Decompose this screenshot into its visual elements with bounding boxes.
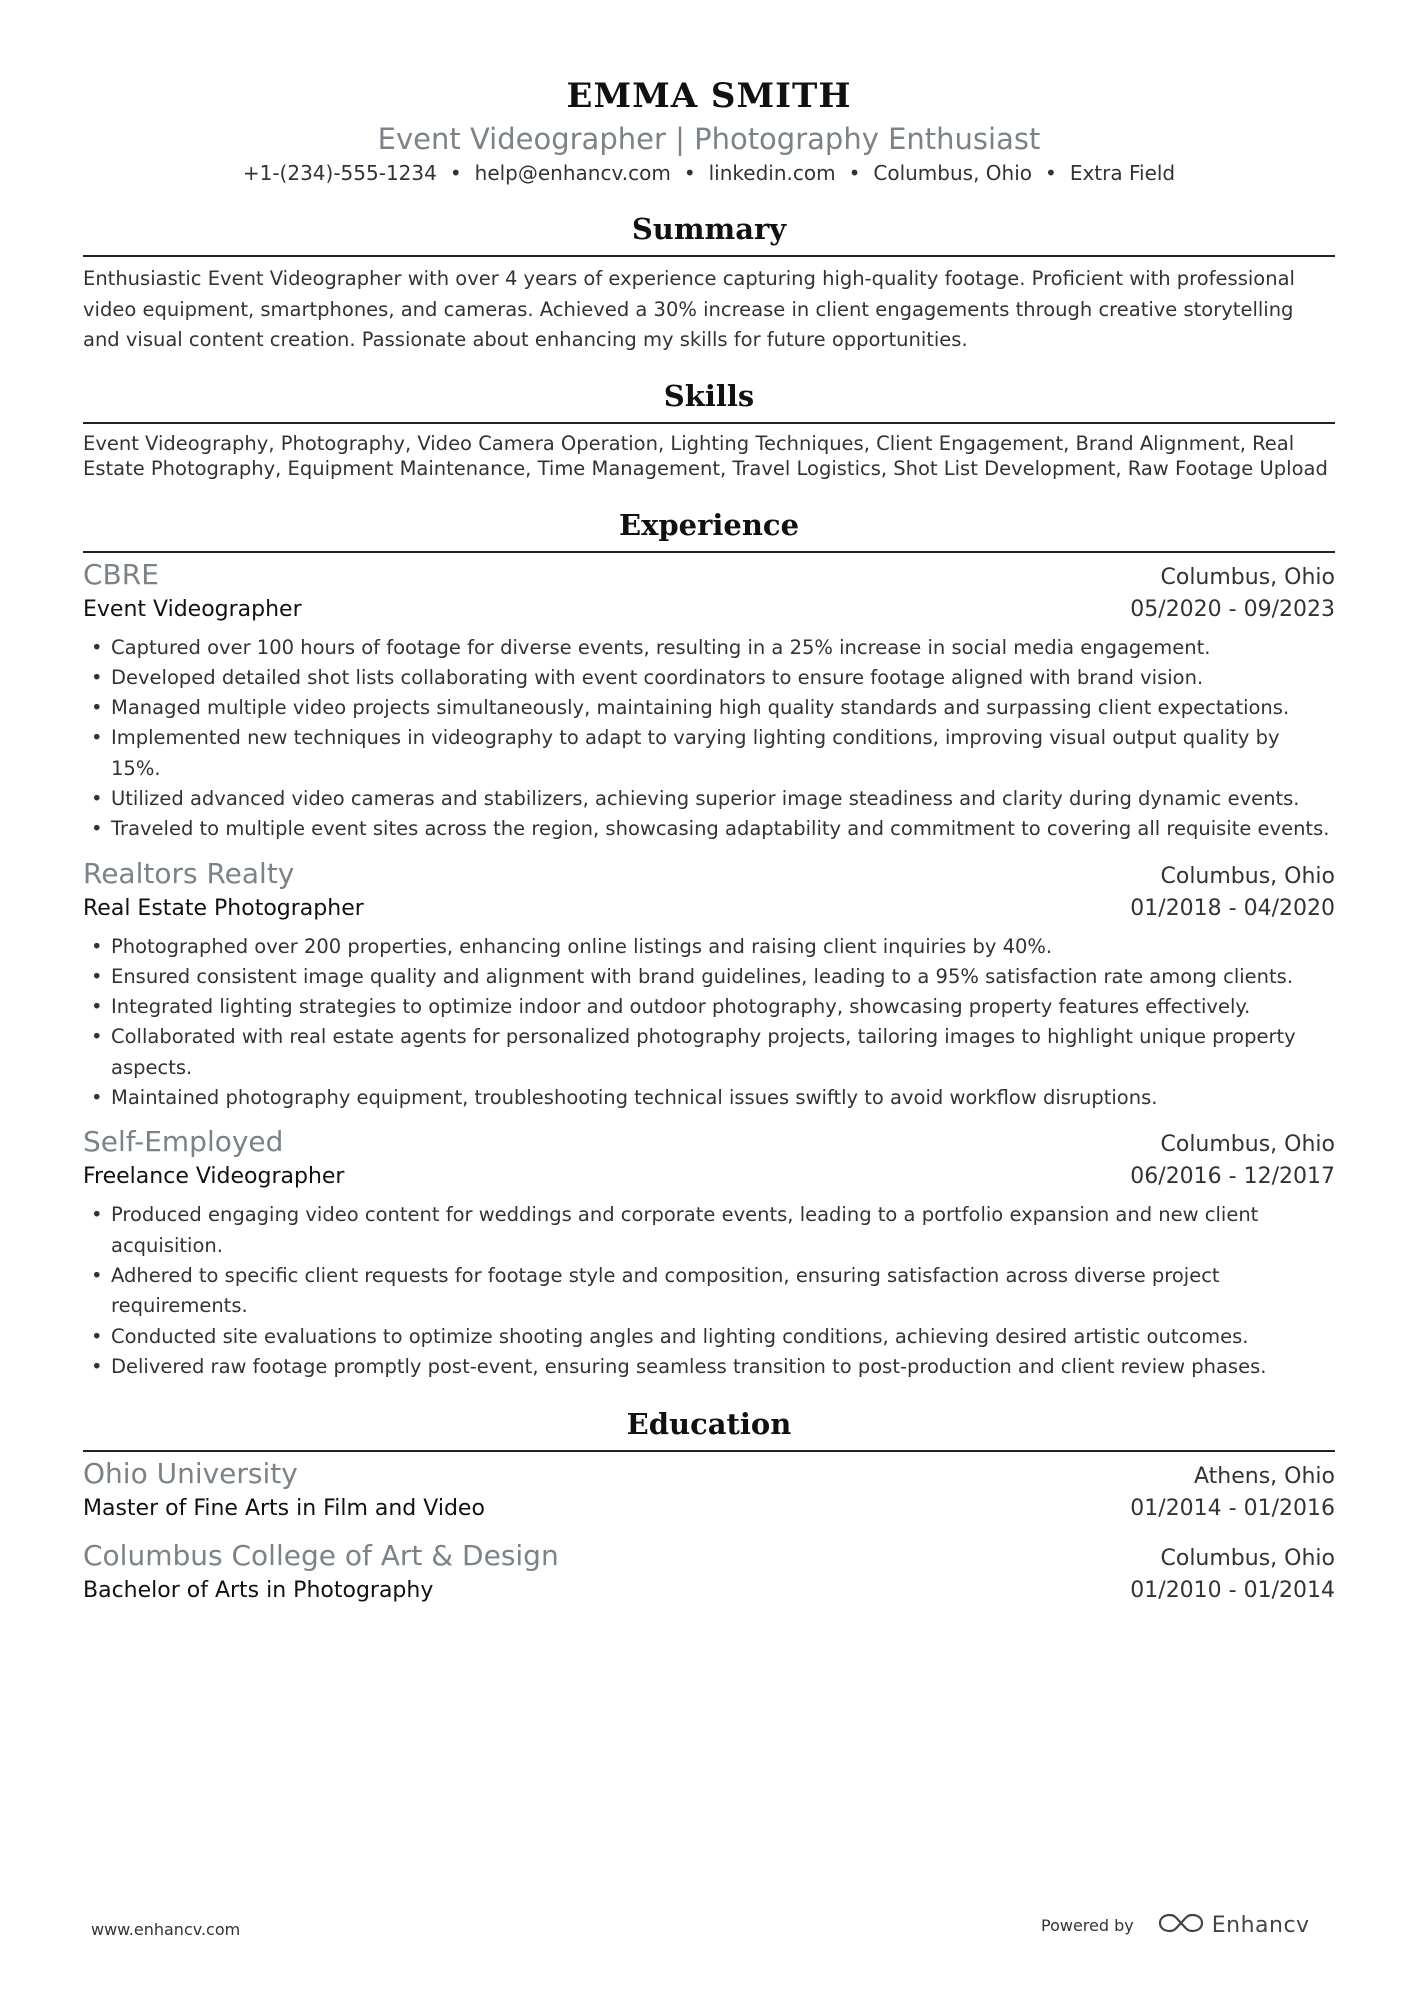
degree-name: Master of Fine Arts in Film and Video: [83, 1496, 485, 1522]
candidate-headline: Event Videographer | Photography Enthusiast: [377, 122, 1041, 156]
job-dates: 05/2020 - 09/2023: [1130, 596, 1335, 622]
section-title-education: Education: [626, 1407, 792, 1442]
school-name: Columbus College of Art & Design: [83, 1539, 559, 1573]
section-divider: [83, 1450, 1335, 1452]
school-location: Columbus, Ohio: [1160, 1546, 1335, 1572]
contact-phone: +1-(234)-555-1234: [242, 161, 437, 185]
skills-section: [83, 376, 1335, 482]
candidate-name: EMMA SMITH: [566, 76, 852, 116]
job-location: Columbus, Ohio: [1160, 863, 1335, 889]
achievement-list: [83, 1200, 1335, 1382]
education-section: [83, 1404, 1335, 1607]
resume-page: [83, 0, 1335, 1607]
experience-entry: [83, 556, 1335, 845]
achievement-item: • Integrated lighting strategies to optimize indoor and outdoor photography, showcasing property features effectively.: [83, 992, 1335, 1022]
achievement-item: • Ensured consistent image quality and alignment with brand guidelines, leading to a 95% satisfaction rate among clients.: [83, 962, 1335, 992]
achievement-item: • Traveled to multiple event sites across the region, showcasing adaptability and commitment to covering all requisite events.: [83, 814, 1335, 844]
footer-powered-by: [1041, 1911, 1310, 1939]
achievement-item: • Adhered to specific client requests for footage style and composition, ensuring satisfaction across diverse project requirements.: [83, 1261, 1335, 1322]
achievement-list: [83, 633, 1335, 845]
powered-by-label: Powered by: [1041, 1915, 1134, 1935]
education-dates: 01/2010 - 01/2014: [1130, 1578, 1335, 1604]
skills-text: Event Videography, Photography, Video Camera Operation, Lighting Techniques, Client Engagement, Brand Alignment, Real Estate Photography, Equipment Maintenance, Time Management, Travel Logistics, Shot List Development, Raw Footage Upload: [83, 431, 1328, 480]
achievement-item: • Managed multiple video projects simultaneously, maintaining high quality standards and surpassing client expectations.: [83, 693, 1335, 723]
job-location: Columbus, Ohio: [1160, 564, 1335, 590]
footer-website[interactable]: www.enhancv.com: [91, 1920, 241, 1939]
section-divider: [83, 255, 1335, 257]
brand-logo[interactable]: [1158, 1911, 1310, 1939]
contact-line: [83, 159, 1335, 187]
school-location: Athens, Ohio: [1194, 1464, 1335, 1490]
section-divider: [83, 551, 1335, 553]
job-title: Event Videographer: [83, 596, 302, 622]
achievement-item: • Implemented new techniques in videography to adapt to varying lighting conditions, improving visual output quality by 15%.: [83, 723, 1335, 784]
school-name: Ohio University: [83, 1457, 298, 1491]
section-title-skills: Skills: [663, 378, 755, 413]
achievement-item: • Maintained photography equipment, troubleshooting technical issues swiftly to avoid workflow disruptions.: [83, 1083, 1335, 1113]
education-dates: 01/2014 - 01/2016: [1130, 1496, 1335, 1522]
resume-header: [83, 0, 1335, 187]
achievement-item: • Captured over 100 hours of footage for diverse events, resulting in a 25% increase in social media engagement.: [83, 633, 1335, 663]
section-title-summary: Summary: [631, 212, 787, 246]
separator-dot: •: [848, 161, 861, 185]
summary-text: Enthusiastic Event Videographer with over 4 years of experience capturing high-quality footage. Proficient with professional video equipment, smartphones, and cameras. Achieved a 30% increase in client engagements through creative storytelling and visual content creation. Passionate about enhancing my skills for future opportunities.: [83, 267, 1295, 351]
contact-email[interactable]: help@enhancv.com: [474, 161, 671, 185]
separator-dot: •: [449, 161, 462, 185]
degree-name: Bachelor of Arts in Photography: [83, 1578, 434, 1604]
education-entry: [83, 1455, 1335, 1525]
contact-linkedin[interactable]: linkedin.com: [708, 161, 836, 185]
education-entry: [83, 1537, 1335, 1607]
achievement-item: • Delivered raw footage promptly post-event, ensuring seamless transition to post-production and client review phases.: [83, 1352, 1335, 1382]
contact-location: Columbus, Ohio: [873, 161, 1033, 185]
job-location: Columbus, Ohio: [1160, 1132, 1335, 1158]
enhancv-logo-icon: [1158, 1911, 1204, 1939]
achievement-item: • Conducted site evaluations to optimize shooting angles and lighting conditions, achieving desired artistic outcomes.: [83, 1322, 1335, 1352]
job-title: Freelance Videographer: [83, 1164, 345, 1190]
achievement-item: • Collaborated with real estate agents for personalized photography projects, tailoring images to highlight unique property aspects.: [83, 1022, 1335, 1083]
contact-extra: Extra Field: [1069, 161, 1176, 185]
company-name: Realtors Realty: [83, 856, 295, 890]
experience-section: [83, 505, 1335, 1383]
separator-dot: •: [1045, 161, 1057, 185]
section-title-experience: Experience: [618, 507, 800, 542]
achievement-item: • Utilized advanced video cameras and stabilizers, achieving superior image steadiness and clarity during dynamic events.: [83, 784, 1335, 814]
brand-name: Enhancv: [1211, 1912, 1310, 1938]
company-name: Self-Employed: [83, 1125, 284, 1159]
achievement-list: [83, 932, 1335, 1114]
experience-entry: [83, 855, 1335, 1114]
summary-section: [83, 209, 1335, 356]
achievement-item: • Developed detailed shot lists collaborating with event coordinators to ensure footage aligned with brand vision.: [83, 663, 1335, 693]
job-title: Real Estate Photographer: [83, 895, 364, 921]
achievement-item: • Produced engaging video content for weddings and corporate events, leading to a portfolio expansion and new client acquisition.: [83, 1200, 1335, 1261]
company-name: CBRE: [83, 557, 159, 591]
section-divider: [83, 422, 1335, 424]
achievement-item: • Photographed over 200 properties, enhancing online listings and raising client inquiries by 40%.: [83, 932, 1335, 962]
job-dates: 01/2018 - 04/2020: [1130, 895, 1335, 921]
experience-entry: [83, 1123, 1335, 1382]
separator-dot: •: [683, 161, 696, 185]
job-dates: 06/2016 - 12/2017: [1130, 1164, 1335, 1190]
